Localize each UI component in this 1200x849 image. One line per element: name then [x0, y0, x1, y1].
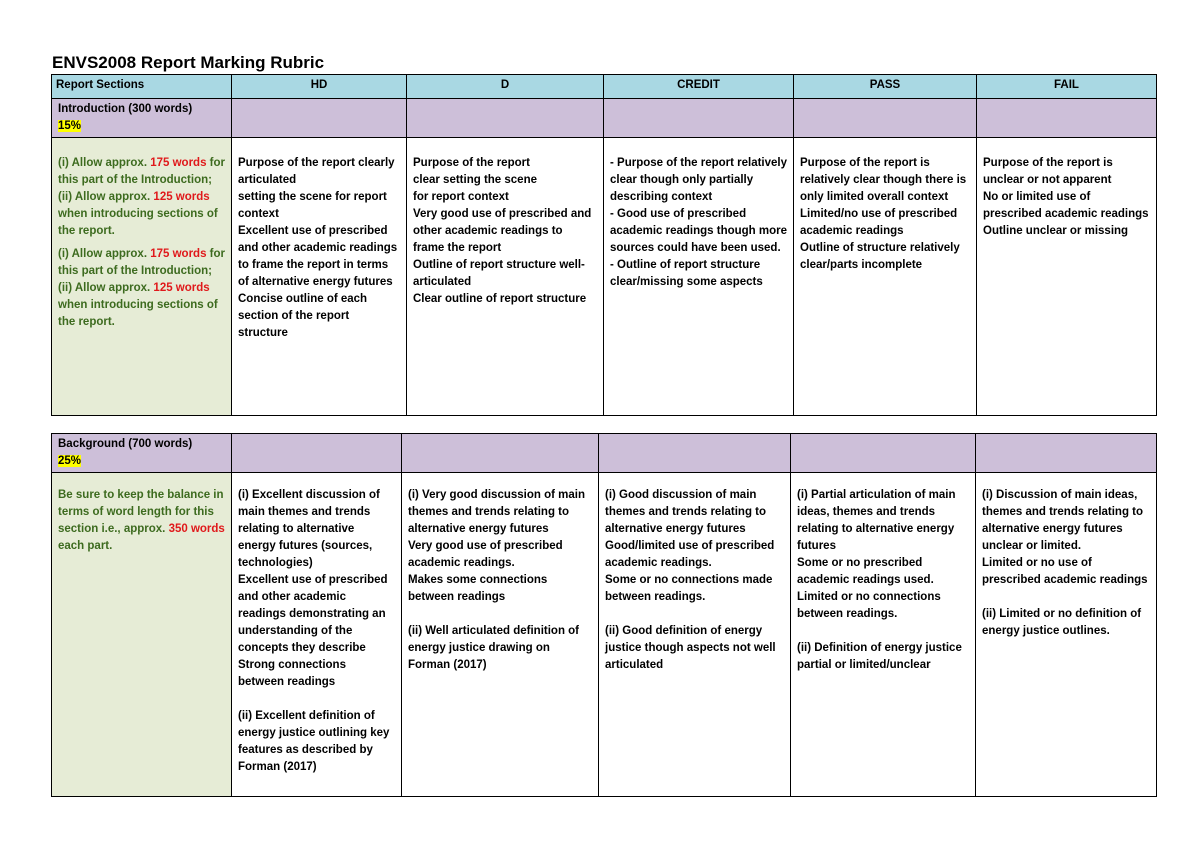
- section-name: Background (700 words): [58, 438, 193, 450]
- criterion-item: - Outline of report structure clear/missing some aspects: [610, 259, 763, 288]
- criterion-item: clear setting the scene: [413, 174, 537, 186]
- criterion-item: for report context: [413, 191, 509, 203]
- criterion-item: (i) Good discussion of main themes and trends relating to alternative energy futures: [605, 489, 767, 535]
- empty-cell: [977, 99, 1157, 138]
- criterion-item: Some or no prescribed academic readings used.: [797, 557, 934, 586]
- empty-cell: [976, 434, 1157, 473]
- empty-cell: [599, 434, 791, 473]
- word-guide-background: [52, 473, 232, 797]
- guide-text: Be sure to keep the balance in terms of word length for this section i.e., approx.: [58, 489, 224, 535]
- criterion-item: (ii) Excellent definition of energy justice outlining key features as described by Forman (2017): [238, 710, 390, 773]
- criteria-intro-pass: [794, 138, 977, 416]
- criterion-item: Good/limited use of prescribed academic readings.: [605, 540, 775, 569]
- header-pass: PASS: [794, 75, 977, 99]
- criterion-item: (i) Discussion of main ideas, themes and trends relating to alternative energy futures unclear or limited.: [982, 489, 1144, 552]
- criterion-item: Makes some connections between readings: [408, 574, 548, 603]
- section-title-background: [52, 434, 232, 473]
- criterion-item: (ii) Limited or no definition of energy justice outlines.: [982, 608, 1142, 637]
- criteria-intro-hd: [232, 138, 407, 416]
- guide-text: when introducing sections of the report.: [58, 208, 218, 237]
- criterion-item: Strong connections between readings: [238, 659, 346, 688]
- empty-cell: [407, 99, 604, 138]
- spacer: [982, 589, 1150, 606]
- word-guide-introduction: [52, 138, 232, 416]
- criterion-item: - Good use of prescribed academic readings though more sources could have been used.: [610, 208, 788, 254]
- guide-text: (i) Allow approx.: [58, 157, 151, 169]
- criterion-item: Excellent use of prescribed and other academic readings to frame the report in terms of alternative energy futures: [238, 225, 398, 288]
- empty-cell: [791, 434, 976, 473]
- criteria-background-credit: [599, 473, 791, 797]
- section-weight: 15%: [58, 120, 82, 132]
- empty-cell: [604, 99, 794, 138]
- criterion-item: Purpose of the report clearly articulated: [238, 157, 395, 186]
- criterion-item: Purpose of the report is relatively clear though there is only limited overall context: [800, 157, 967, 203]
- word-count: 175 words: [150, 248, 207, 260]
- criterion-item: Outline of report structure well-articulated: [413, 259, 585, 288]
- guide-text: when introducing sections of the report.: [58, 299, 218, 328]
- word-count: 350 words: [168, 523, 225, 535]
- empty-cell: [402, 434, 599, 473]
- header-hd: HD: [232, 75, 407, 99]
- criteria-intro-d: [407, 138, 604, 416]
- section-title-introduction: [52, 99, 232, 138]
- header-credit: CREDIT: [604, 75, 794, 99]
- criterion-item: (i) Excellent discussion of main themes and trends relating to alternative energy futures (sources, technologies): [238, 489, 380, 569]
- rubric-table-introduction: [51, 74, 1157, 416]
- criterion-item: Purpose of the report: [413, 157, 530, 169]
- spacer: [238, 691, 395, 708]
- empty-cell: [794, 99, 977, 138]
- spacer: [408, 606, 592, 623]
- header-fail: FAIL: [977, 75, 1157, 99]
- word-count: 125 words: [153, 191, 210, 203]
- criterion-item: (i) Very good discussion of main themes and trends relating to alternative energy futures: [408, 489, 585, 535]
- guide-text: for this part of the Introduction; (ii) Allow approx.: [58, 248, 225, 294]
- criterion-item: (ii) Well articulated definition of energy justice drawing on Forman (2017): [408, 625, 580, 671]
- header-row: [52, 75, 1157, 99]
- criterion-item: Concise outline of each section of the report structure: [238, 293, 368, 339]
- criterion-item: No or limited use of prescribed academic readings: [983, 191, 1149, 220]
- section-name: Introduction (300 words): [58, 103, 193, 115]
- guide-text: for this part of the Introduction; (ii) Allow approx.: [58, 157, 225, 203]
- criterion-item: Excellent use of prescribed and other academic readings demonstrating an understanding of the concepts they describe: [238, 574, 388, 654]
- criteria-intro-credit: [604, 138, 794, 416]
- criterion-item: Limited/no use of prescribed academic readings: [800, 208, 958, 237]
- section-weight: 25%: [58, 455, 82, 467]
- criterion-item: Purpose of the report is unclear or not apparent: [983, 157, 1113, 186]
- criterion-item: Limited or no use of prescribed academic readings: [982, 557, 1148, 586]
- criteria-row-background: [52, 473, 1157, 797]
- criterion-item: Limited or no connections between readings.: [797, 591, 941, 620]
- criterion-item: Clear outline of report structure: [413, 293, 587, 305]
- spacer: [605, 606, 784, 623]
- criteria-intro-fail: [977, 138, 1157, 416]
- criterion-item: Very good use of prescribed academic readings.: [408, 540, 563, 569]
- empty-cell: [232, 99, 407, 138]
- criterion-item: (ii) Definition of energy justice partial or limited/unclear: [797, 642, 962, 671]
- criteria-background-fail: [976, 473, 1157, 797]
- section-row-introduction: [52, 99, 1157, 138]
- criterion-item: (ii) Good definition of energy justice though aspects not well articulated: [605, 625, 776, 671]
- criteria-background-pass: [791, 473, 976, 797]
- word-count: 175 words: [150, 157, 207, 169]
- criteria-row-introduction: [52, 138, 1157, 416]
- guide-text: (i) Allow approx.: [58, 248, 151, 260]
- criteria-background-d: [402, 473, 599, 797]
- criterion-item: Outline unclear or missing: [983, 225, 1129, 237]
- criterion-item: Some or no connections made between readings.: [605, 574, 773, 603]
- criteria-background-hd: [232, 473, 402, 797]
- criterion-item: - Purpose of the report relatively clear though only partially describing context: [610, 157, 788, 203]
- spacer: [797, 623, 969, 640]
- criterion-item: (i) Partial articulation of main ideas, themes and trends relating to alternative energy futures: [797, 489, 956, 552]
- rubric-table-background: [51, 433, 1157, 797]
- section-row-background: [52, 434, 1157, 473]
- document-title: ENVS2008 Report Marking Rubric: [52, 53, 325, 72]
- criterion-item: Very good use of prescribed and other academic readings to frame the report: [413, 208, 592, 254]
- empty-cell: [232, 434, 402, 473]
- criterion-item: setting the scene for report context: [238, 191, 387, 220]
- header-d: D: [407, 75, 604, 99]
- guide-text: each part.: [58, 540, 113, 552]
- word-count: 125 words: [153, 282, 210, 294]
- criterion-item: Outline of structure relatively clear/parts incomplete: [800, 242, 960, 271]
- header-report-sections: Report Sections: [52, 75, 232, 99]
